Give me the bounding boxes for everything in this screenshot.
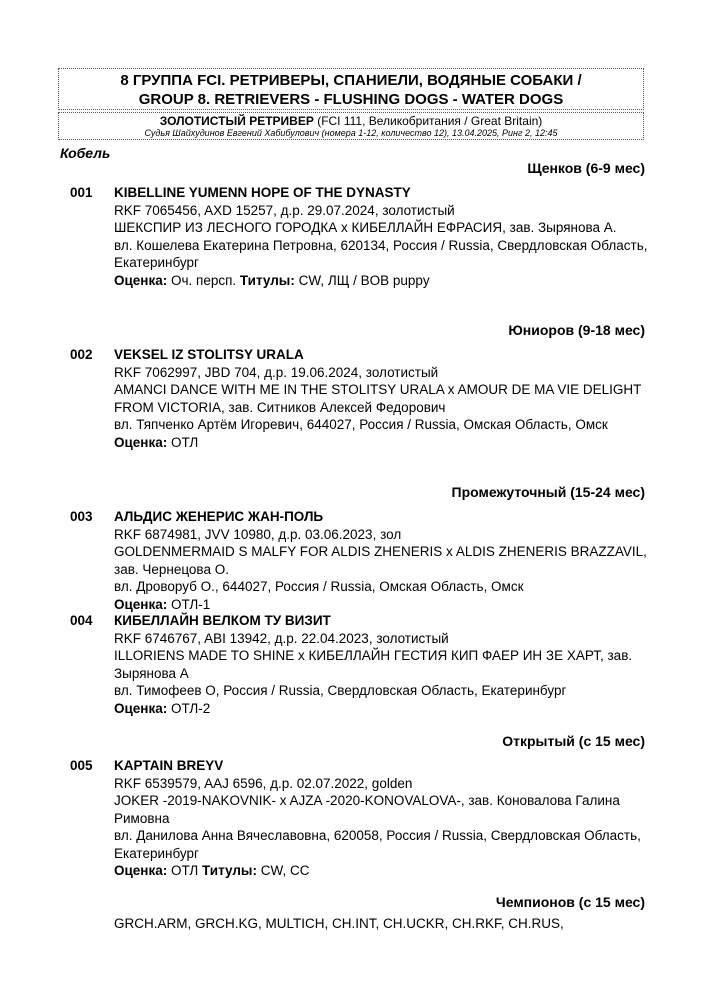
result-line [114, 596, 654, 614]
titles-label: Титулы: [202, 863, 257, 878]
entry-number: 003 [70, 509, 93, 524]
titles-value: CW, CC [256, 863, 310, 878]
owner: вл. Кошелева Екатерина Петровна, 620134, Россия / Russia, Свердловская Область, Екатеринбург [114, 237, 648, 270]
class-heading-junior: Юниоров (9-18 мес) [508, 322, 645, 338]
registration: RKF 7062997, JBD 704, д.р. 19.06.2024, золотистый [114, 364, 439, 380]
champion-titles-line: GRCH.ARM, GRCH.KG, MULTICH, CH.INT, CH.UCKR, CH.RKF, CH.RUS, [114, 916, 564, 931]
dog-name: KIBELLINE YUMENN HOPE OF THE DYNASTY [114, 185, 411, 200]
grade-label: Оценка: [114, 434, 168, 450]
registration: RKF 6874981, JVV 10980, д.р. 03.06.2023, зол [114, 526, 402, 542]
grade-value: ОТЛ [167, 863, 203, 878]
class-heading-open: Открытый (с 15 мес) [502, 733, 645, 749]
pedigree: AMANCI DANCE WITH ME IN THE STOLITSY URALA x AMOUR DE MA VIE DELIGHT FROM VICTORIA, зав. Ситников Алексей Федорович [114, 382, 642, 415]
group-header-box [58, 68, 644, 110]
breed-line [59, 114, 643, 128]
grade-value: ОТЛ [167, 434, 199, 450]
grade-label: Оценка: [114, 596, 168, 612]
grade-label: Оценка: [114, 700, 168, 716]
registration: RKF 6746767, ABI 13942, д.р. 22.04.2023, золотистый [114, 630, 449, 646]
entry-number: 005 [70, 758, 93, 773]
class-heading-intermediate: Промежуточный (15-24 мес) [451, 484, 645, 500]
owner: вл. Тяпченко Артём Игоревич, 644027, Россия / Russia, Омская Область, Омск [114, 417, 608, 432]
result-line [114, 272, 654, 290]
pedigree: ILLORIENS MADE TO SHINE x КИБЕЛЛАЙН ГЕСТИЯ КИП ФАЕР ИН ЗЕ ХАРТ, зав. Зырянова А [114, 648, 633, 681]
result-line [114, 700, 654, 718]
grade-value: ОТЛ-1 [167, 596, 211, 612]
entry-body [114, 184, 654, 289]
registration: RKF 6539579, AAJ 6596, д.р. 02.07.2022, golden [114, 775, 413, 791]
grade-label: Оценка: [114, 863, 168, 878]
judge-line: Судья Шайхудинов Евгений Хабибулович (номера 1-12, количество 12), 13.04.2025, Ринг 2, 12:45 [144, 128, 558, 138]
class-heading-champion: Чемпионов (с 15 мес) [495, 894, 645, 910]
dog-name: VEKSEL IZ STOLITSY URALA [114, 347, 304, 362]
titles-value: CW, ЛЩ / BOB puppy [294, 272, 430, 288]
pedigree: ШЕКСПИР ИЗ ЛЕСНОГО ГОРОДКА x КИБЕЛЛАЙН ЕФРАСИЯ, зав. Зырянова А. [114, 220, 617, 235]
registration: RKF 7065456, AXD 15257, д.р. 29.07.2024, золотистый [114, 202, 455, 218]
titles-label: Титулы: [239, 272, 295, 288]
entry-body [114, 612, 654, 717]
group-title-en: GROUP 8. RETRIEVERS - FLUSHING DOGS - WATER DOGS [138, 91, 564, 108]
breed-info: (FCI 111, Великобритания / Great Britain) [313, 114, 543, 128]
owner: вл. Тимофеев О, Россия / Russia, Свердловская Область, Екатеринбург [114, 683, 567, 698]
dog-name: АЛЬДИС ЖЕНЕРИС ЖАН-ПОЛЬ [114, 509, 324, 524]
group-title-ru: 8 ГРУППА FCI. РЕТРИВЕРЫ, СПАНИЕЛИ, ВОДЯНЫЕ СОБАКИ / [120, 72, 582, 89]
breed-header-box [58, 112, 644, 140]
grade-value: Оч. персп. [167, 272, 240, 288]
dog-name: КИБЕЛЛАЙН ВЕЛКОМ ТУ ВИЗИТ [114, 613, 331, 628]
result-line [114, 434, 654, 452]
owner: вл. Дроворуб О., 644027, Россия / Russia, Омская Область, Омск [114, 579, 524, 594]
sex-heading: Кобель [60, 145, 111, 161]
entry-body [114, 757, 654, 880]
grade-label: Оценка: [114, 272, 168, 288]
entry-body [114, 508, 654, 613]
breed-name: ЗОЛОТИСТЫЙ РЕТРИВЕР [159, 114, 314, 128]
entry-number: 004 [70, 613, 93, 628]
owner: вл. Данилова Анна Вячеславовна, 620058, Россия / Russia, Свердловская Область, Екатеринбург [114, 828, 641, 861]
entry-number: 001 [70, 185, 93, 200]
entry-number: 002 [70, 347, 93, 362]
result-line [114, 862, 654, 880]
pedigree: GOLDENMERMAID S MALFY FOR ALDIS ZHENERIS x ALDIS ZHENERIS BRAZZAVIL, зав. Чернецова О. [114, 544, 647, 577]
dog-name: KAPTAIN BREYV [114, 758, 224, 773]
entry-body [114, 346, 654, 451]
grade-value: ОТЛ-2 [167, 700, 211, 716]
class-heading-puppy: Щенков (6-9 мес) [527, 160, 645, 176]
pedigree: JOKER -2019-NAKOVNIK- x AJZA -2020-KONOVALOVA-, зав. Коновалова Галина Римовна [114, 793, 620, 826]
